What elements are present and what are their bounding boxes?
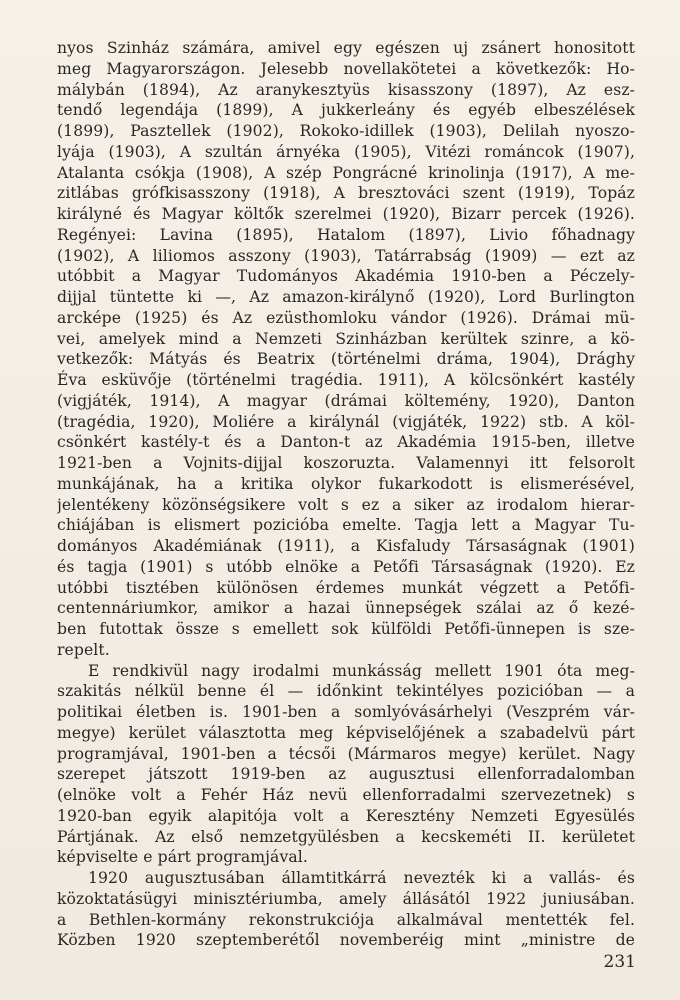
text-line: vei, amelyek mind a Nemzeti Szinházban kerültek szinre, a kö-: [57, 329, 635, 348]
text-line: csönkért kastély-t és a Danton-t az Akadémia 1915-ben, illetve: [57, 433, 635, 452]
text-line: megye) kerület választotta meg képviselőjének a szabadelvü párt: [57, 723, 635, 742]
text-line: dijjal tüntette ki —, Az amazon-királynő (1920), Lord Burlington: [57, 288, 635, 306]
text-line: szakitás nélkül benne él — időnkint tekintélyes pozicióban — a: [57, 682, 635, 701]
text-line: nyos Szinház számára, amivel egy egészen uj zsánert honositott: [57, 39, 635, 57]
text-line: (1902), A liliomos asszony (1903), Tatárrabság (1909) — ezt az: [57, 246, 635, 265]
text-line: képviselte e párt programjával.: [57, 848, 308, 867]
text-line: málybán (1894), Az aranykesztyüs kisasszony (1897), Az esz-: [57, 80, 635, 99]
text-line: arcképe (1925) és Az ezüsthomloku vándor (1926). Drámai mü-: [57, 308, 635, 327]
text-line: zitlábas grófkisasszony (1918), A bresztováci szent (1919), Topáz: [57, 184, 635, 203]
text-line: munkájának, ha a kritika olykor fukarkodott is elismerésével,: [57, 474, 635, 493]
text-line: utóbbit a Magyar Tudományos Akadémia 1910-ben a Péczely-: [57, 267, 635, 286]
text-line: jelentékeny közönségsikere volt s ez a siker az irodalom hierar-: [57, 495, 635, 514]
text-line: a Bethlen-kormány rekonstrukciója alkalmával mentették fel.: [57, 910, 635, 929]
text-line: E rendkivül nagy irodalmi munkásság mellett 1901 óta meg-: [88, 661, 635, 680]
text-line: programjával, 1901-ben a técsői (Mármaros megye) kerület. Nagy: [57, 744, 635, 763]
text-line: és tagja (1901) s utóbb elnöke a Petőfi Társaságnak (1920). Ez: [57, 557, 635, 576]
text-line: meg Magyarországon. Jelesebb novellakötetei a következők: Ho-: [57, 59, 635, 78]
text-line: utóbbi tisztében különösen érdemes munkát végzett a Petőfi-: [57, 578, 635, 597]
text-line: közoktatásügyi minisztériumba, amely állásától 1922 juniusában.: [57, 889, 635, 908]
text-line: Regényei: Lavina (1895), Hatalom (1897), Livio főhadnagy: [57, 225, 635, 244]
text-line: királyné és Magyar költők szerelmei (1920), Bizarr percek (1926).: [57, 205, 635, 223]
text-line: 1921-ben a Vojnits-dijjal koszoruzta. Valamennyi itt felsorolt: [57, 454, 635, 472]
text-line: chiájában is elismert pozicióba emelte. Tagja lett a Magyar Tu-: [57, 516, 635, 535]
text-line: centennáriumkor, amikor a hazai ünnepségek szálai az ő kezé-: [57, 599, 635, 618]
text-line: 1920 augusztusában államtitkárrá nevezték ki a vallás- és: [88, 869, 635, 887]
text-line: dományos Akadémiának (1911), a Kisfaludy Társaságnak (1901): [57, 537, 635, 555]
text-line: repelt.: [57, 640, 110, 659]
text-line: ben futottak össze s emellett sok külföldi Petőfi-ünnepen is sze-: [57, 620, 635, 638]
text-line: (1899), Pasztellek (1902), Rokoko-idillek (1903), Delilah nyoszo-: [57, 122, 635, 140]
text-line: Atalanta csókja (1908), A szép Pongrácné krinolinja (1917), A me-: [57, 163, 635, 182]
text-line: Éva esküvője (történelmi tragédia. 1911), A kölcsönkért kastély: [57, 371, 635, 389]
text-line: vetkezők: Mátyás és Beatrix (történelmi dráma, 1904), Drághy: [57, 350, 635, 369]
text-line: tendő legendája (1899), A jukkerleány és egyéb elbeszélések: [57, 101, 635, 120]
text-line: lyája (1903), A szultán árnyéka (1905), Vitézi románcok (1907),: [57, 142, 635, 161]
text-line: (vigjáték, 1914), A magyar (drámai költemény, 1920), Danton: [57, 391, 635, 410]
text-line: politikai életben is. 1901-ben a somlyóvásárhelyi (Veszprém vár-: [57, 703, 635, 721]
text-line: 1920-ban egyik alapitója volt a Keresztény Nemzeti Egyesülés: [57, 806, 635, 825]
text-line: (tragédia, 1920), Moliére a királynál (vigjáték, 1922) stb. A köl-: [57, 412, 635, 431]
body-text: [57, 38, 635, 951]
text-line: Pártjának. Az első nemzetgyülésben a kecskeméti II. kerületet: [57, 827, 635, 846]
text-line: Közben 1920 szeptemberétől novemberéig mint „ministre de: [57, 931, 635, 950]
page-number: 231: [603, 952, 636, 972]
text-line: szerepet játszott 1919-ben az augusztusi ellenforradalomban: [57, 765, 635, 784]
text-line: (elnöke volt a Fehér Ház nevü ellenforradalmi szervezetnek) s: [57, 786, 635, 804]
